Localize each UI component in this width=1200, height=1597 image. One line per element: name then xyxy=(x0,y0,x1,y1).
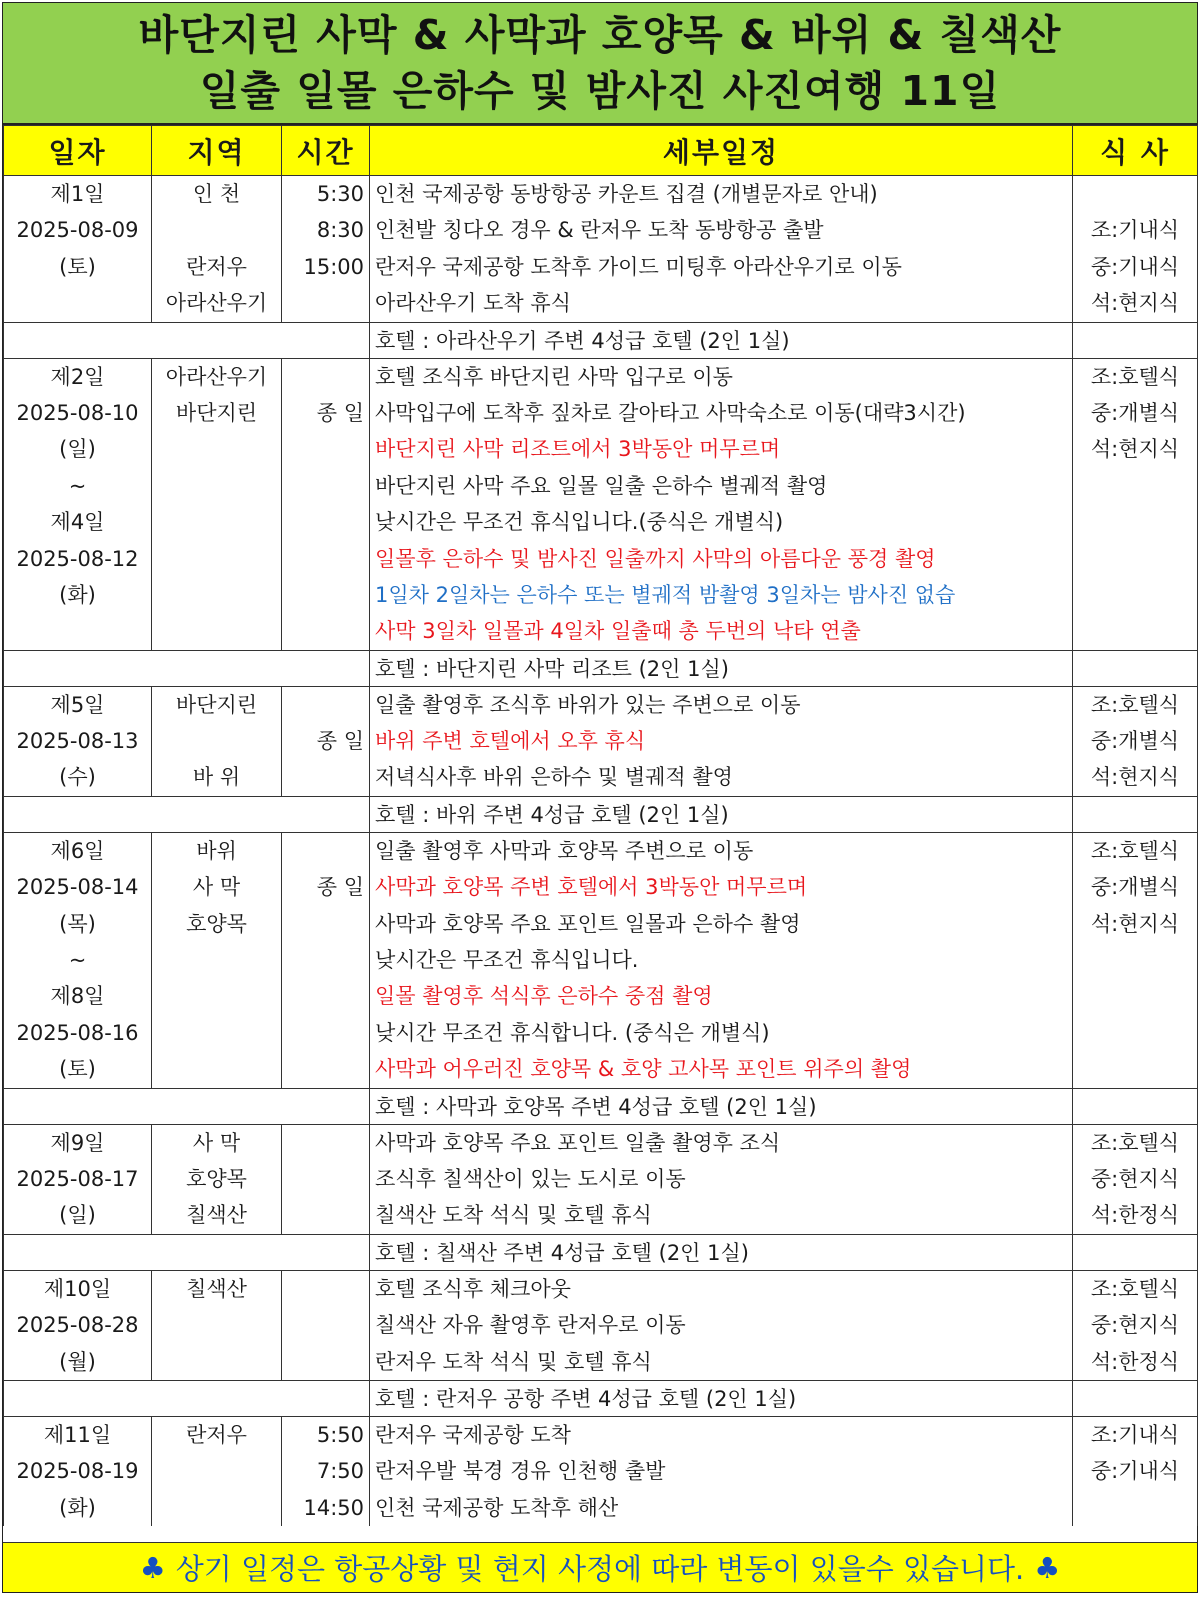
schedule-item: 사막과 어우러진 호양목 & 호양 고사목 포인트 위주의 촬영 xyxy=(375,1057,912,1082)
day-line: (목) xyxy=(59,911,96,936)
day-line: 2025-08-12 xyxy=(16,546,139,571)
time-line xyxy=(282,359,369,395)
meal-line: 조:기내식 xyxy=(1090,1422,1180,1447)
day-line: 제8일 xyxy=(50,984,105,1009)
day-row xyxy=(4,686,1198,796)
region-line: 아라산우기 xyxy=(165,291,268,316)
day-row xyxy=(4,358,1198,650)
day-cell xyxy=(4,686,152,796)
hotel-spacer xyxy=(1073,1380,1198,1416)
schedule-item: 바단지린 사막 주요 일몰 일출 은하수 별궤적 촬영 xyxy=(375,473,828,498)
time-cell xyxy=(282,1416,370,1526)
time-line: 5:50 xyxy=(316,1422,364,1447)
day-line: 제5일 xyxy=(50,692,105,717)
day-line: 2025-08-28 xyxy=(16,1313,139,1338)
schedule-item: 사막과 호양목 주요 포인트 일몰과 은하수 촬영 xyxy=(375,911,801,936)
region-line xyxy=(152,212,281,248)
region-line xyxy=(152,723,281,759)
day-line: 2025-08-13 xyxy=(16,729,139,754)
hotel-spacer xyxy=(1073,1088,1198,1124)
time-line: 종 일 xyxy=(316,400,364,425)
time-cell xyxy=(282,686,370,796)
day-row xyxy=(4,176,1198,323)
schedule-item: 사막과 호양목 주요 포인트 일출 촬영후 조식 xyxy=(375,1130,781,1155)
schedule-item: 호텔 조식후 바단지린 사막 입구로 이동 xyxy=(375,364,733,389)
region-cell xyxy=(152,832,282,1088)
hotel-text: 호텔 : 바단지린 사막 리조트 (2인 1실) xyxy=(375,657,729,682)
time-line: 5:30 xyxy=(316,182,364,206)
title-line-1: 바단지린 사막 & 사막과 호양목 & 바위 & 칠색산 xyxy=(138,11,1062,59)
schedule-cell xyxy=(370,1416,1073,1526)
header-schedule: 세부일정 xyxy=(370,126,1073,176)
meal-line: 조:호텔식 xyxy=(1090,838,1180,863)
day-line: 제11일 xyxy=(43,1422,112,1447)
meal-line: 조:호텔식 xyxy=(1090,364,1180,389)
schedule-item: 아라산우기 도착 휴식 xyxy=(375,291,571,316)
day-row xyxy=(4,1270,1198,1380)
schedule-item: 낮시간은 무조건 휴식입니다.(중식은 개별식) xyxy=(375,510,784,535)
meal-line: 중:현지식 xyxy=(1090,1313,1180,1338)
time-cell xyxy=(282,358,370,650)
schedule-item: 란저우 국제공항 도착후 가이드 미팅후 아라산우기로 이동 xyxy=(375,254,902,279)
meal-line: 중:현지식 xyxy=(1090,1166,1180,1191)
schedule-item: 일출 촬영후 사막과 호양목 주변으로 이동 xyxy=(375,838,754,863)
day-line: (일) xyxy=(59,437,96,462)
hotel-spacer xyxy=(1073,1234,1198,1270)
time-line: 14:50 xyxy=(303,1495,364,1520)
schedule-cell xyxy=(370,686,1073,796)
schedule-cell xyxy=(370,1124,1073,1234)
time-cell xyxy=(282,1270,370,1380)
region-line: 칠색산 xyxy=(186,1276,247,1301)
schedule-item: 바단지린 사막 리조트에서 3박동안 머무르며 xyxy=(375,437,781,462)
meal-cell xyxy=(1073,176,1198,323)
meal-line: 석:현지식 xyxy=(1090,291,1180,316)
hotel-cell xyxy=(370,1088,1073,1124)
day-line: 2025-08-19 xyxy=(16,1459,139,1484)
time-line: 종 일 xyxy=(316,729,364,754)
day-line: 2025-08-14 xyxy=(16,875,139,900)
region-line: 아라산우기 xyxy=(165,364,268,389)
meal-cell xyxy=(1073,1270,1198,1380)
meal-line: 조:호텔식 xyxy=(1090,1276,1180,1301)
region-cell xyxy=(152,1270,282,1380)
region-line: 바단지린 xyxy=(175,400,258,425)
time-line: 15:00 xyxy=(303,254,364,279)
hotel-cell xyxy=(370,650,1073,686)
hotel-text: 호텔 : 아라산우기 주변 4성급 호텔 (2인 1실) xyxy=(375,329,790,354)
title-line-2: 일출 일몰 은하수 및 밤사진 사진여행 11일 xyxy=(199,67,1001,115)
day-line: ~ xyxy=(68,948,87,973)
day-line: (수) xyxy=(59,765,96,790)
time-line xyxy=(282,833,369,869)
header-region: 지역 xyxy=(152,126,282,176)
schedule-item: 낮시간은 무조건 휴식입니다. xyxy=(375,948,639,973)
schedule-item: 인천 국제공항 도착후 해산 xyxy=(375,1495,619,1520)
meal-line: 중:개별식 xyxy=(1090,875,1180,900)
day-line: 2025-08-09 xyxy=(16,218,139,243)
hotel-cell xyxy=(370,796,1073,832)
hotel-row xyxy=(4,322,1198,358)
day-line: 제6일 xyxy=(50,838,105,863)
day-line: (토) xyxy=(59,254,96,279)
header-meal: 식 사 xyxy=(1073,126,1198,176)
hotel-spacer xyxy=(1073,322,1198,358)
meal-line: 중:기내식 xyxy=(1090,1459,1180,1484)
hotel-text: 호텔 : 칠색산 주변 4성급 호텔 (2인 1실) xyxy=(375,1241,749,1266)
meal-cell xyxy=(1073,686,1198,796)
meal-line: 조:기내식 xyxy=(1090,218,1180,243)
hotel-spacer xyxy=(1073,796,1198,832)
day-cell xyxy=(4,1270,152,1380)
header-time: 시간 xyxy=(282,126,370,176)
header-day: 일자 xyxy=(4,126,152,176)
schedule-item: 바위 주변 호텔에서 오후 휴식 xyxy=(375,729,646,754)
schedule-item: 사막과 호양목 주변 호텔에서 3박동안 머무르며 xyxy=(375,875,808,900)
day-line: (화) xyxy=(59,582,96,607)
schedule-item: 호텔 조식후 체크아웃 xyxy=(375,1276,571,1301)
region-cell xyxy=(152,176,282,323)
day-line: 제4일 xyxy=(50,510,105,535)
hotel-row xyxy=(4,1088,1198,1124)
schedule-item: 칠색산 도착 석식 및 호텔 휴식 xyxy=(375,1203,652,1228)
day-cell xyxy=(4,1416,152,1526)
schedule-item: 란저우 도착 석식 및 호텔 휴식 xyxy=(375,1349,652,1374)
schedule-cell xyxy=(370,176,1073,323)
day-cell xyxy=(4,1124,152,1234)
schedule-item: 란저우발 북경 경유 인천행 출발 xyxy=(375,1459,666,1484)
meal-line: 석:현지식 xyxy=(1090,911,1180,936)
day-line: 2025-08-16 xyxy=(16,1020,139,1045)
schedule-cell xyxy=(370,1270,1073,1380)
meal-line: 중:개별식 xyxy=(1090,400,1180,425)
hotel-cell xyxy=(370,322,1073,358)
region-cell xyxy=(152,686,282,796)
hotel-spacer xyxy=(1073,650,1198,686)
day-line: (토) xyxy=(59,1057,96,1082)
region-line: 란저우 xyxy=(186,254,247,279)
day-line: 2025-08-17 xyxy=(16,1166,139,1191)
meal-line xyxy=(1073,176,1197,212)
day-cell xyxy=(4,358,152,650)
schedule-item: 란저우 국제공항 도착 xyxy=(375,1422,571,1447)
hotel-spacer xyxy=(4,1088,370,1124)
meal-line: 조:호텔식 xyxy=(1090,1130,1180,1155)
meal-line: 석:한정식 xyxy=(1090,1349,1180,1374)
day-row xyxy=(4,1416,1198,1526)
region-line: 바위 xyxy=(196,838,237,863)
hotel-spacer xyxy=(4,1234,370,1270)
region-line: 사 막 xyxy=(192,1130,241,1155)
hotel-cell xyxy=(370,1234,1073,1270)
hotel-row xyxy=(4,650,1198,686)
itinerary-page xyxy=(2,2,1198,1593)
day-line: (일) xyxy=(59,1203,96,1228)
schedule-item: 일출 촬영후 조식후 바위가 있는 주변으로 이동 xyxy=(375,692,801,717)
day-cell xyxy=(4,832,152,1088)
meal-line: 석:현지식 xyxy=(1090,765,1180,790)
hotel-text: 호텔 : 란저우 공항 주변 4성급 호텔 (2인 1실) xyxy=(375,1387,797,1412)
time-line xyxy=(282,687,369,723)
hotel-row xyxy=(4,1380,1198,1416)
meal-line: 석:현지식 xyxy=(1090,437,1180,462)
meal-cell xyxy=(1073,1416,1198,1526)
hotel-text: 호텔 : 바위 주변 4성급 호텔 (2인 1실) xyxy=(375,803,729,828)
region-line: 인 천 xyxy=(192,182,241,206)
region-line: 호양목 xyxy=(186,1166,247,1191)
day-line: 제1일 xyxy=(50,182,105,206)
hotel-cell xyxy=(370,1380,1073,1416)
time-cell xyxy=(282,1124,370,1234)
schedule-item: 사막 3일차 일몰과 4일차 일출때 총 두번의 낙타 연출 xyxy=(375,619,861,644)
day-line: 제10일 xyxy=(43,1276,112,1301)
schedule-item: 일몰후 은하수 및 밤사진 일출까지 사막의 아름다운 풍경 촬영 xyxy=(375,546,936,571)
schedule-item: 1일차 2일차는 은하수 또는 별궤적 밤촬영 3일차는 밤사진 없습 xyxy=(375,582,956,607)
hotel-spacer xyxy=(4,322,370,358)
region-line: 호양목 xyxy=(186,911,247,936)
schedule-item: 사막입구에 도착후 짚차로 갈아타고 사막숙소로 이동(대략3시간) xyxy=(375,400,966,425)
day-line: 제2일 xyxy=(50,364,105,389)
region-cell xyxy=(152,1124,282,1234)
schedule-item: 저녁식사후 바위 은하수 및 별궤적 촬영 xyxy=(375,765,733,790)
footer-text: 상기 일정은 항공상황 및 현지 사정에 따라 변동이 있을수 있습니다. xyxy=(175,1552,1025,1586)
itinerary-body xyxy=(4,176,1198,1527)
day-row xyxy=(4,832,1198,1088)
table-header-row xyxy=(4,126,1198,176)
meal-cell xyxy=(1073,1124,1198,1234)
title-banner xyxy=(3,3,1197,125)
day-cell xyxy=(4,176,152,323)
meal-line: 중:기내식 xyxy=(1090,254,1180,279)
hotel-row xyxy=(4,1234,1198,1270)
meal-line: 석:한정식 xyxy=(1090,1203,1180,1228)
meal-line: 조:호텔식 xyxy=(1090,692,1180,717)
day-line: (월) xyxy=(59,1349,96,1374)
region-cell xyxy=(152,1416,282,1526)
itinerary-table xyxy=(3,125,1198,1526)
day-row xyxy=(4,1124,1198,1234)
hotel-spacer xyxy=(4,796,370,832)
region-line: 칠색산 xyxy=(186,1203,247,1228)
time-cell xyxy=(282,176,370,323)
hotel-spacer xyxy=(4,650,370,686)
hotel-text: 호텔 : 사막과 호양목 주변 4성급 호텔 (2인 1실) xyxy=(375,1095,817,1120)
club-icon: ♣ xyxy=(139,1550,166,1585)
schedule-item: 일몰 촬영후 석식후 은하수 중점 촬영 xyxy=(375,984,713,1009)
schedule-item: 조식후 칠색산이 있는 도시로 이동 xyxy=(375,1166,686,1191)
day-line: 제9일 xyxy=(50,1130,105,1155)
footer-notice xyxy=(3,1542,1197,1592)
schedule-item: 낮시간 무조건 휴식합니다. (중식은 개별식) xyxy=(375,1020,770,1045)
region-cell xyxy=(152,358,282,650)
schedule-item: 칠색산 자유 촬영후 란저우로 이동 xyxy=(375,1313,686,1338)
region-line: 바 위 xyxy=(192,765,241,790)
meal-line: 중:개별식 xyxy=(1090,729,1180,754)
schedule-item: 인천 국제공항 동방항공 카운트 집결 (개별문자로 안내) xyxy=(375,182,878,206)
time-line: 7:50 xyxy=(316,1459,364,1484)
day-line: (화) xyxy=(59,1495,96,1520)
hotel-row xyxy=(4,796,1198,832)
schedule-cell xyxy=(370,358,1073,650)
club-icon: ♣ xyxy=(1034,1550,1061,1585)
region-line: 란저우 xyxy=(186,1422,247,1447)
day-line: ~ xyxy=(68,473,87,498)
region-line: 바단지린 xyxy=(175,692,258,717)
hotel-spacer xyxy=(4,1380,370,1416)
schedule-item: 인천발 칭다오 경우 & 란저우 도착 동방항공 출발 xyxy=(375,218,824,243)
time-cell xyxy=(282,832,370,1088)
schedule-cell xyxy=(370,832,1073,1088)
meal-cell xyxy=(1073,358,1198,650)
region-line: 사 막 xyxy=(192,875,241,900)
day-line: 2025-08-10 xyxy=(16,400,139,425)
meal-cell xyxy=(1073,832,1198,1088)
time-line: 종 일 xyxy=(316,875,364,900)
time-line: 8:30 xyxy=(316,218,364,243)
